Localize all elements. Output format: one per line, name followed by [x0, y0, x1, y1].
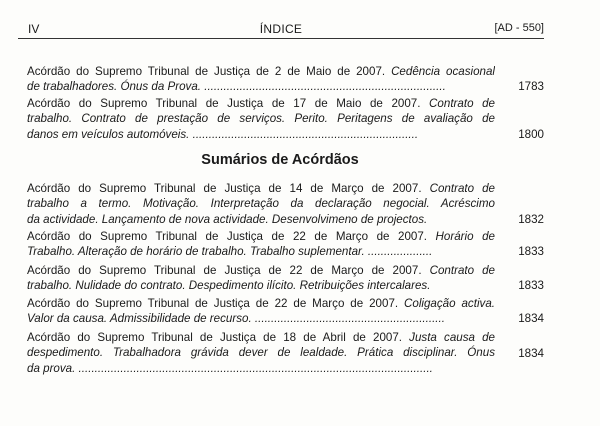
- page-title: ÍNDICE: [259, 22, 303, 36]
- index-entry[interactable]: [27, 229, 544, 260]
- entry-line: Acórdão do Supremo Tribunal de Justiça de 22 de Março de 2007. Contrato de: [27, 264, 495, 277]
- entry-line: Acórdão do Supremo Tribunal de Justiça de 2 de Maio de 2007. Cedência ocasional: [27, 65, 495, 78]
- entry-line: Trabalho. Alteração de horário de trabalho. Trabalho suplementar. ....................: [27, 245, 433, 259]
- entry-line: Acórdão do Supremo Tribunal de Justiça de 18 de Abril de 2007. Justa causa de: [27, 331, 495, 344]
- section-title: Sumários de Acórdãos: [201, 152, 359, 168]
- entry-line: Acórdão do Supremo Tribunal de Justiça de 14 de Março de 2007. Contrato de: [27, 182, 495, 195]
- entry-line: da actividade. Lançamento de nova actividade. Desenvolvimeno de projectos.: [27, 212, 428, 226]
- entry-line: da prova. ..............................................................................................................: [27, 361, 433, 375]
- entry-line: Acórdão do Supremo Tribunal de Justiça de 22 de Março de 2007. Coligação activa.: [27, 297, 495, 310]
- entry-page-number: 1832: [518, 212, 544, 226]
- document-reference: [AD - 550]: [494, 22, 544, 34]
- index-entry[interactable]: [27, 64, 544, 95]
- entry-page-number: 1783: [518, 80, 544, 94]
- index-entry[interactable]: [27, 263, 544, 294]
- entry-page-number: 1834: [518, 346, 544, 360]
- entry-text: [27, 296, 495, 327]
- entry-line: Valor da causa. Admissibilidade de recurso. ...........................................................: [27, 312, 445, 326]
- entry-text: [27, 181, 495, 227]
- entry-page-number: 1833: [518, 245, 544, 259]
- page-header: [18, 20, 544, 39]
- entry-line: trabalho a termo. Motivação. Interpretação da declaração negocial. Acréscimo: [27, 197, 495, 211]
- entry-line: de trabalhadores. Ónus da Prova. ...........................................................................: [27, 80, 446, 94]
- entry-page-number: 1834: [518, 312, 544, 326]
- entry-page-number: 1833: [518, 279, 544, 293]
- index-entry[interactable]: [27, 330, 544, 376]
- entry-text: [27, 263, 495, 294]
- entry-line: danos em veículos automóveis. ......................................................................: [27, 127, 419, 141]
- entry-page-number: 1800: [518, 127, 544, 141]
- entry-line: Acórdão do Supremo Tribunal de Justiça de 22 de Março de 2007. Horário de: [27, 230, 495, 243]
- entry-line: despedimento. Trabalhadora grávida dever de lealdade. Prática disciplinar. Ónus: [27, 346, 495, 360]
- entry-text: [27, 229, 495, 260]
- entry-text: [27, 96, 495, 142]
- entry-text: [27, 64, 495, 95]
- entry-line: Acórdão do Supremo Tribunal de Justiça de 17 de Maio de 2007. Contrato de: [27, 97, 495, 110]
- entry-line: trabalho. Contrato de prestação de serviços. Perito. Peritagens de avaliação de: [27, 112, 495, 126]
- index-entry[interactable]: [27, 96, 544, 142]
- entry-text: [27, 330, 495, 376]
- index-entry[interactable]: [27, 296, 544, 327]
- index-entry[interactable]: [27, 181, 544, 227]
- page-number: IV: [28, 22, 40, 36]
- entry-line: trabalho. Nulidade do contrato. Despedimento ilícito. Retribuições intercalares.: [27, 279, 431, 293]
